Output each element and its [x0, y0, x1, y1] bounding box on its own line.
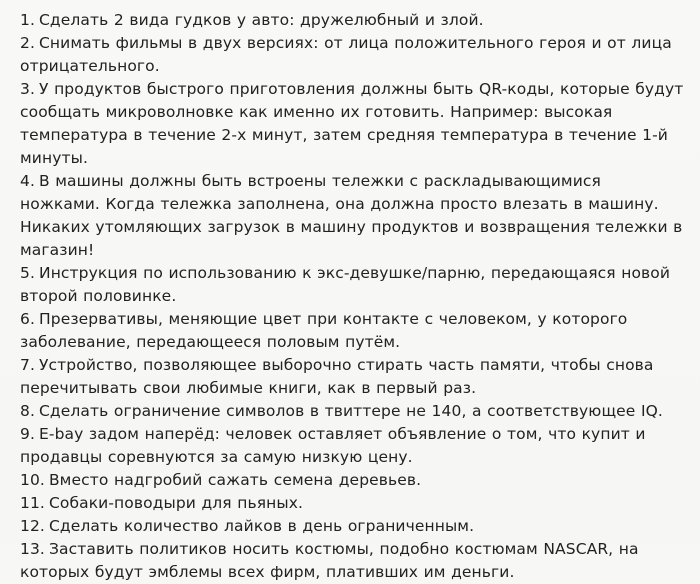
- item-text: Заставить политиков носить костюмы, подобно костюмам NASCAR, на которых будут эмблемы всех фирм, плативших им деньги.: [20, 540, 639, 581]
- item-text: Инструкция по использованию к экс-девушке/парню, передающаяся новой второй половинке.: [20, 264, 671, 305]
- item-number: 7.: [20, 356, 35, 374]
- item-number: 8.: [20, 402, 35, 420]
- item-text: Сделать количество лайков в день ограниченным.: [48, 517, 475, 535]
- list-item: [20, 32, 684, 78]
- item-text: У продуктов быстрого приготовления должны быть QR-коды, которые будут сообщать микроволновке как именно их готовить. Например: высокая температура в течение 2-х минут, затем средняя температура в течение 1-й минуты.: [20, 80, 684, 167]
- item-number: 1.: [20, 11, 35, 29]
- list-item: [20, 262, 684, 308]
- list-item: [20, 515, 684, 538]
- item-text: Снимать фильмы в двух версиях: от лица положительного героя и от лица отрицательного.: [20, 34, 672, 75]
- list-item: [20, 423, 684, 469]
- item-number: 9.: [20, 425, 35, 443]
- item-number: 2.: [20, 34, 35, 52]
- item-text: Устройство, позволяющее выборочно стирать часть памяти, чтобы снова перечитывать свои любимые книги, как в первый раз.: [20, 356, 654, 397]
- item-number: 11.: [20, 494, 45, 512]
- item-text: E-bay задом наперёд: человек оставляет объявление о том, что купит и продавцы соревнуются за самую низкую цену.: [20, 425, 646, 466]
- list-item: [20, 9, 684, 32]
- item-number: 12.: [20, 517, 45, 535]
- list-item: [20, 354, 684, 400]
- list-item: [20, 400, 684, 423]
- list-item: [20, 170, 684, 262]
- item-text: Презервативы, меняющие цвет при контакте с человеком, у которого заболевание, передающееся половым путём.: [20, 310, 628, 351]
- item-number: 5.: [20, 264, 35, 282]
- item-number: 4.: [20, 172, 35, 190]
- item-text: Сделать 2 вида гудков у авто: дружелюбный и злой.: [39, 11, 484, 29]
- list-item: [20, 308, 684, 354]
- item-text: Сделать ограничение символов в твиттере не 140, а соответствующее IQ.: [39, 402, 663, 420]
- item-number: 13.: [20, 540, 45, 558]
- item-number: 10.: [20, 471, 45, 489]
- item-number: 6.: [20, 310, 35, 328]
- item-number: 3.: [20, 80, 35, 98]
- item-text: В машины должны быть встроены тележки с раскладывающимися ножками. Когда тележка заполнена, она должна просто влезать в машину. Никаких утомляющих загрузок в машину продуктов и возвращения тележки в магазин!: [20, 172, 683, 259]
- list-item: [20, 469, 684, 492]
- item-text: Собаки-поводыри для пьяных.: [48, 494, 304, 512]
- list-item: [20, 492, 684, 515]
- list-item: [20, 78, 684, 170]
- item-text: Вместо надгробий сажать семена деревьев.: [48, 471, 422, 489]
